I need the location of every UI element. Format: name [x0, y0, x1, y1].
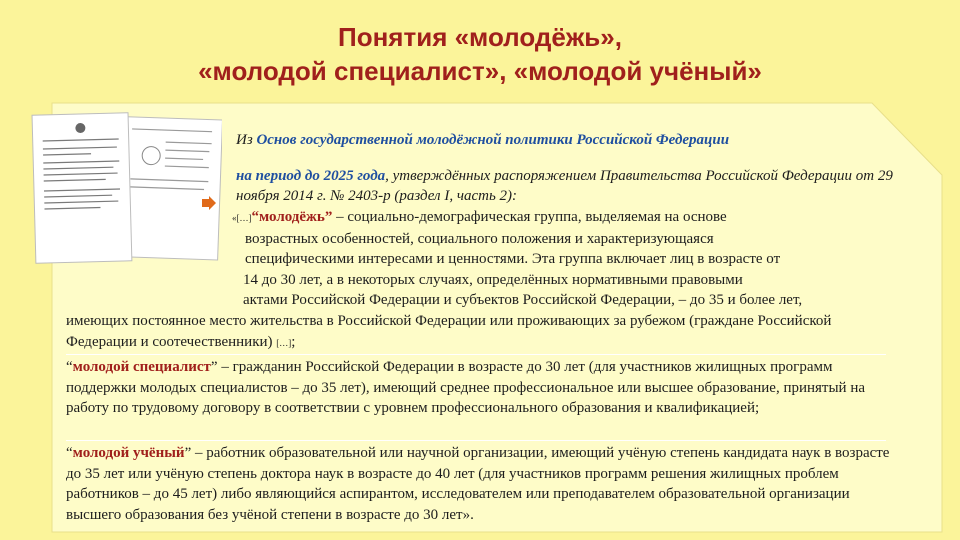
term-young-scientist: молодой учёный — [72, 445, 185, 461]
definition-young-scientist: “молодой учёный” – работник образовательной или научной организации, имеющий учёную степень кандидата наук в возрасте до 35 лет или учёную степень доктора наук в возрасте до 40 лет (для участников программ решения жилищных проблем работников – до 45 лет) либо являющийся аспирантом, исследователем или преподавателем образовательной организации высшего образования без учёной степени в возрасте до 30 лет». — [66, 445, 890, 523]
source-prefix: Из — [236, 132, 257, 148]
ellipsis-marker: «[…] — [232, 213, 252, 223]
definition-youth-continuation: имеющих постоянное место жительства в Российской Федерации или проживающих за рубежом (граждане Российской Федерации и соотечественники) […]; — [66, 313, 832, 350]
ellipsis-marker: […] — [276, 337, 292, 348]
slide-title-line2: «молодой специалист», «молодой учёный» — [198, 56, 762, 86]
source-approval: , утверждённых распоряжением Правительства Российской Федерации от 29 ноября 2014 г. № 2403-р (раздел I, часть 2): — [236, 168, 893, 204]
source-period: на период до 2025 года — [236, 168, 386, 184]
source-doc-name: Основ государственной молодёжной политики Российской Федерации — [256, 132, 730, 148]
definition-youth-line: актами Российской Федерации и субъектов Российской Федерации, – до 35 и более лет, — [243, 292, 803, 308]
definition-young-specialist: “молодой специалист” – гражданин Российской Федерации в возрасте до 30 лет (для участников жилищных программ поддержки молодых специалистов – до 35 лет), имеющий среднее профессиональное или высшее образование, принятый на работу по трудовому договору в соответствии с уровнем профессионального образования и квалификацией; — [66, 359, 866, 416]
slide-title-line1: Понятия «молодёжь», — [338, 22, 622, 52]
divider — [66, 440, 886, 441]
definition-youth-line: специфическими интересами и ценностями. Эта группа включает лиц в возрасте от — [245, 251, 781, 267]
term-youth: “молодёжь” — [251, 209, 333, 225]
definition-youth-line: «[…]“молодёжь” – социально-демографическая группа, выделяемая на основе — [232, 209, 727, 225]
definition-youth-line: 14 до 30 лет, а в некоторых случаях, определённых нормативными правовыми — [243, 271, 743, 288]
term-young-specialist: молодой специалист — [72, 359, 211, 375]
definition-youth — [232, 207, 892, 311]
document-scan-icon — [22, 110, 222, 270]
definition-youth-line: возрастных особенностей, социального положения и характеризующаяся — [245, 230, 714, 247]
arrow-right-icon — [202, 196, 216, 210]
divider — [66, 354, 886, 355]
source-reference — [236, 130, 896, 206]
